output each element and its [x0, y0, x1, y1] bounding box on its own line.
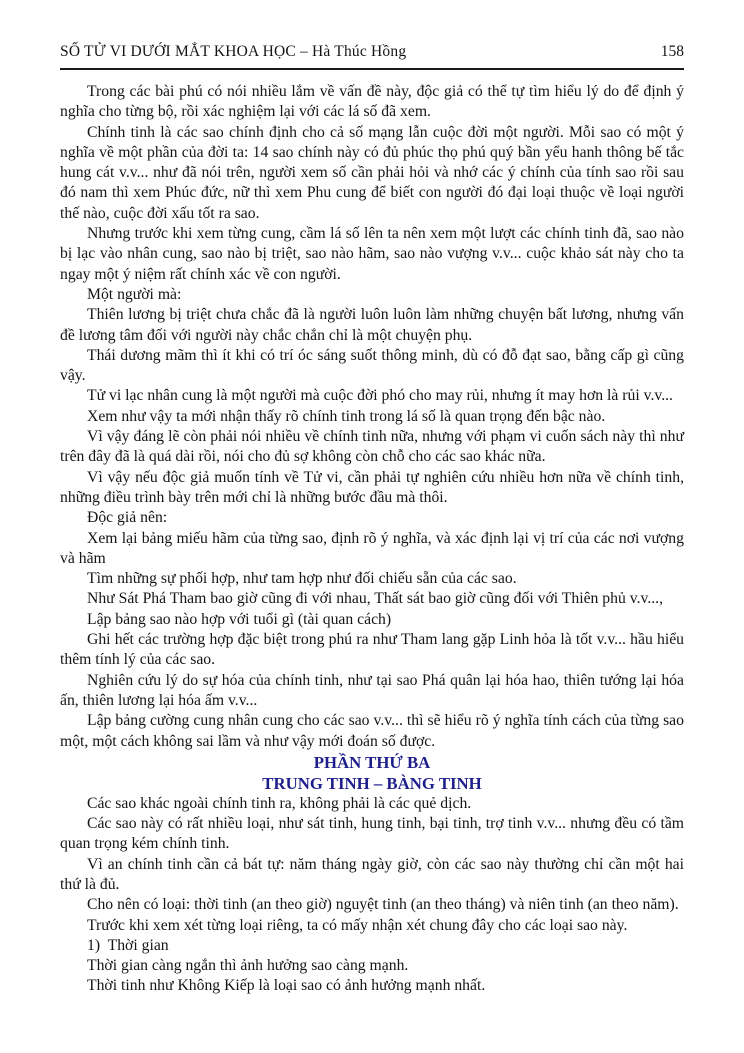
paragraph: Xem lại bảng miếu hãm của từng sao, định rõ ý nghĩa, và xác định lại vị trí của các nơi vượng và hãm: [60, 529, 684, 567]
paragraph: Ghi hết các trường hợp đặc biệt trong phú ra như Tham lang gặp Linh hỏa là tốt v.v... hầu hiểu thêm tính lý của các sao.: [60, 631, 684, 669]
paragraph: Thiên lương bị triệt chưa chắc đã là người luôn luôn làm những chuyện bất lương, nhưng vấn đề lương tâm đối với người này chắc chắn chỉ là một chuyện phụ.: [60, 306, 684, 344]
paragraph: Chính tinh là các sao chính định cho cả số mạng lẫn cuộc đời một người. Mỗi sao có một ý nghĩa về một phần của đời ta: 14 sao chính này có đủ phúc thọ phú quý bần yểu hanh thông bế tắc hung cát v.v... như đã nói trên, người xem số cần phải hỏi và nhớ các ý chính của tính sao rồi sau đó nam thì xem Phúc đức, nữ thì xem Phu cung để biết con người đó đại loại thuộc về loại người thế nào, cuộc đời xấu tốt ra sao.: [60, 123, 684, 222]
paragraph: Một người mà:: [87, 285, 182, 303]
paragraph: Vì vậy đáng lẽ còn phải nói nhiều về chính tinh nữa, nhưng với phạm vi cuốn sách này thì như trên đây đã là quá dài rồi, nói cho đủ sợ không còn chỗ cho các sao khác nữa.: [60, 428, 684, 466]
paragraph: Các sao này có rất nhiều loại, như sát tinh, hung tinh, bại tinh, trợ tinh v.v... nhưng đều có tầm quan trọng kém chính tinh.: [60, 815, 684, 853]
document-body: [60, 82, 684, 997]
paragraph: Tìm những sự phối hợp, như tam hợp như đối chiếu sẵn của các sao.: [87, 570, 517, 588]
paragraph: Cho nên có loại: thời tinh (an theo giờ) nguyệt tinh (an theo tháng) và niên tinh (an theo năm).: [87, 896, 679, 914]
paragraph: Nghiên cứu lý do sự hóa của chính tinh, như tại sao Phá quân lại hóa hao, thiên tướng lại hóa ấn, thiên lương lại hóa ấm v.v...: [60, 671, 684, 709]
paragraph: Như Sát Phá Tham bao giờ cũng đi với nhau, Thất sát bao giờ cũng đối với Thiên phủ v.v...,: [87, 590, 664, 608]
paragraph: Tử vi lạc nhân cung là một người mà cuộc đời phó cho may rủi, nhưng ít may hơn là rủi v.v...: [87, 387, 673, 405]
paragraph: Thời gian càng ngắn thì ảnh hưởng sao càng mạnh.: [87, 957, 409, 975]
paragraph: Trong các bài phú có nói nhiều lắm về vấn đề này, độc giả có thể tự tìm hiểu lý do để định ý nghĩa cho từng bộ, rồi xác nghiệm lại với các lá số đã xem.: [60, 83, 684, 121]
paragraph: Nhưng trước khi xem từng cung, cầm lá số lên ta nên xem một lượt các chính tinh đã, sao nào bị lạc vào nhân cung, sao nào bị triệt, sao nào hãm, sao nào vượng v.v... cuộc khảo sát này cho ta ngay một ý niệm rất chính xác về con người.: [60, 225, 684, 283]
paragraph: Độc giả nên:: [87, 509, 168, 527]
section-heading-part-three: PHẦN THỨ BA: [313, 752, 431, 772]
page-header: [60, 42, 684, 61]
section-heading-trung-tinh-bang-tinh: TRUNG TINH – BÀNG TINH: [262, 773, 482, 793]
paragraph: Lập bảng cường cung nhân cung cho các sao v.v... thì sẽ hiểu rõ ý nghĩa tính cách của từng sao một, một cách không sai lầm và như vậy mới đoán số được.: [60, 712, 684, 750]
page-number: 158: [660, 43, 684, 60]
header-rule: [60, 68, 684, 70]
paragraph: Thời tinh như Không Kiếp là loại sao có ảnh hưởng mạnh nhất.: [87, 977, 486, 995]
book-title: SỐ TỬ VI DƯỚI MẮT KHOA HỌC – Hà Thúc Hồng: [60, 43, 407, 60]
paragraph: Thái dương mãm thì ít khi có trí óc sáng suốt thông minh, dù có đỗ đạt sao, bằng cấp gì cũng vậy.: [60, 346, 684, 385]
numbered-item-thoi-gian: 1) Thời gian: [87, 936, 169, 954]
paragraph: Trước khi xem xét từng loại riêng, ta có mấy nhận xét chung đây cho các loại sao này.: [87, 916, 628, 934]
paragraph: Xem như vậy ta mới nhận thấy rõ chính tinh trong lá số là quan trọng đến bậc nào.: [87, 407, 606, 425]
paragraph: Vì an chính tinh cần cả bát tự: năm tháng ngày giờ, còn các sao này thường chỉ cần một hai thứ là đủ.: [60, 855, 684, 893]
paragraph: Các sao khác ngoài chính tinh ra, không phải là các quẻ dịch.: [87, 794, 472, 812]
paragraph: Lập bảng sao nào hợp với tuổi gì (tài quan cách): [87, 610, 392, 628]
paragraph: Vì vậy nếu độc giả muốn tính về Tử vi, cần phải tự nghiên cứu nhiều hơn nữa về chính tinh, những điều trình bày trên mới chỉ là những bước đầu mà thôi.: [60, 468, 684, 506]
